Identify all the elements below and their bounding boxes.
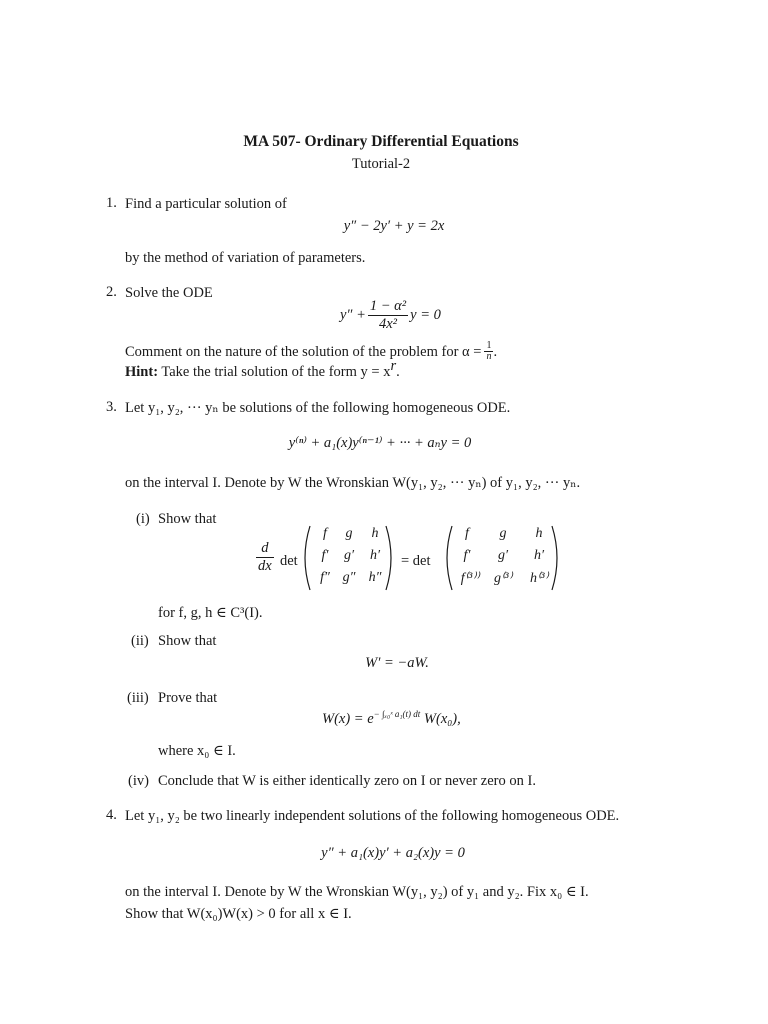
part-iv-text: Conclude that W is either identically zero on I or never zero on I.	[158, 773, 536, 789]
part-iii-eq-rhs: W(x₀),	[423, 711, 461, 727]
ml-31: f″	[320, 570, 330, 585]
problem-4-equation: y″ + a₁(x)y′ + a₂(x)y = 0	[321, 845, 465, 861]
problem-2-comment-den: n	[486, 351, 492, 362]
part-i-label: (i)	[136, 511, 150, 527]
mr-22: g′	[497, 548, 509, 563]
part-i-for: for f, g, h ∈ C³(I).	[158, 605, 263, 621]
problem-1-intro: Find a particular solution of	[125, 196, 287, 212]
part-iii-eq-lhs: W(x) = e	[322, 711, 374, 727]
d-den: dx	[258, 558, 272, 574]
part-iii-where: where x₀ ∈ I.	[158, 743, 236, 759]
problem-2-comment-num: 1	[486, 340, 492, 351]
mr-12: g	[499, 526, 507, 541]
part-iii-equation	[322, 711, 461, 728]
problem-2-hint-label: Hint:	[125, 364, 159, 380]
derivative-fraction	[256, 540, 274, 575]
part-iii-text: Prove that	[158, 690, 218, 706]
document-subtitle: Tutorial-2	[351, 156, 411, 172]
problem-2-hint	[125, 358, 400, 381]
problem-2-equation	[340, 298, 441, 333]
problem-4-line-1: on the interval I. Denote by W the Wronskian W(y₁, y₂) of y₁ and y₂. Fix x₀ ∈ I.	[125, 884, 589, 900]
mr-23: h′	[533, 548, 545, 563]
problem-3-intro: Let y₁, y₂, ··· yₙ be solutions of the following homogeneous ODE.	[125, 400, 511, 416]
ml-11: f	[323, 526, 327, 541]
matrix-right	[442, 524, 562, 592]
ml-21: f′	[321, 548, 329, 563]
det-left-label: det	[280, 553, 298, 569]
mr-11: f	[465, 526, 469, 541]
mr-13: h	[535, 526, 543, 541]
problem-2-eq-rhs: y = 0	[410, 307, 441, 323]
part-iii-label: (iii)	[127, 690, 149, 706]
ml-22: g′	[343, 548, 355, 563]
det-right-label: = det	[401, 553, 431, 569]
problem-3-number: 3.	[106, 399, 117, 415]
problem-2-hint-end: .	[396, 364, 400, 380]
matrix-left	[300, 524, 396, 592]
problem-2-number: 2.	[106, 284, 117, 300]
part-iii-exponent: − ∫ₓ₀ˣ a₁(t) dt	[373, 709, 421, 719]
part-ii-equation: W′ = −aW.	[365, 655, 429, 671]
problem-2-frac-den: 4x²	[378, 316, 398, 332]
ml-12: g	[345, 526, 353, 541]
problem-4-number: 4.	[106, 807, 117, 823]
problem-4-line-2: Show that W(x₀)W(x) > 0 for all x ∈ I.	[125, 906, 352, 922]
part-i-text: Show that	[158, 511, 217, 527]
problem-3-interval: on the interval I. Denote by W the Wronskian W(y₁, y₂, ··· yₙ) of y₁, y₂, ··· yₙ.	[125, 475, 581, 491]
mr-32: g⁽³⁾	[493, 571, 513, 586]
problem-4-intro: Let y₁, y₂ be two linearly independent solutions of the following homogeneous ODE.	[125, 808, 620, 824]
part-ii-label: (ii)	[131, 633, 149, 649]
problem-1-number: 1.	[106, 195, 117, 211]
problem-2-fraction	[368, 298, 408, 333]
part-ii-text: Show that	[158, 633, 217, 649]
d-dx	[256, 540, 274, 575]
problem-2-comment-end: .	[493, 343, 498, 360]
problem-3-equation: y⁽ⁿ⁾ + a₁(x)y⁽ⁿ⁻¹⁾ + ··· + aₙy = 0	[288, 435, 472, 451]
problem-2-eq-lhs: y″ +	[340, 307, 366, 323]
problem-2-frac-num: 1 − α²	[369, 298, 407, 314]
ml-33: h″	[368, 570, 382, 585]
problem-2-comment-text: Comment on the nature of the solution of the problem for α =	[125, 343, 482, 360]
problem-1-outro: by the method of variation of parameters.	[125, 250, 366, 266]
mr-33: h⁽³⁾	[529, 571, 549, 586]
d-num: d	[256, 540, 274, 558]
mr-21: f′	[463, 548, 471, 563]
problem-2-comment-fraction	[484, 341, 493, 362]
document-title: MA 507- Ordinary Differential Equations	[243, 133, 519, 150]
problem-2-hint-exp: r	[390, 358, 397, 374]
problem-2-comment	[125, 341, 497, 362]
ml-13: h	[371, 526, 379, 541]
ml-23: h′	[369, 548, 381, 563]
part-iv-label: (iv)	[128, 773, 149, 789]
problem-2-hint-text: Take the trial solution of the form y = x	[161, 364, 391, 380]
ml-32: g″	[342, 570, 356, 585]
mr-31: f⁽³⁾⁾	[460, 571, 480, 586]
problem-2-intro: Solve the ODE	[125, 285, 213, 301]
problem-1-equation: y″ − 2y′ + y = 2x	[343, 218, 445, 234]
